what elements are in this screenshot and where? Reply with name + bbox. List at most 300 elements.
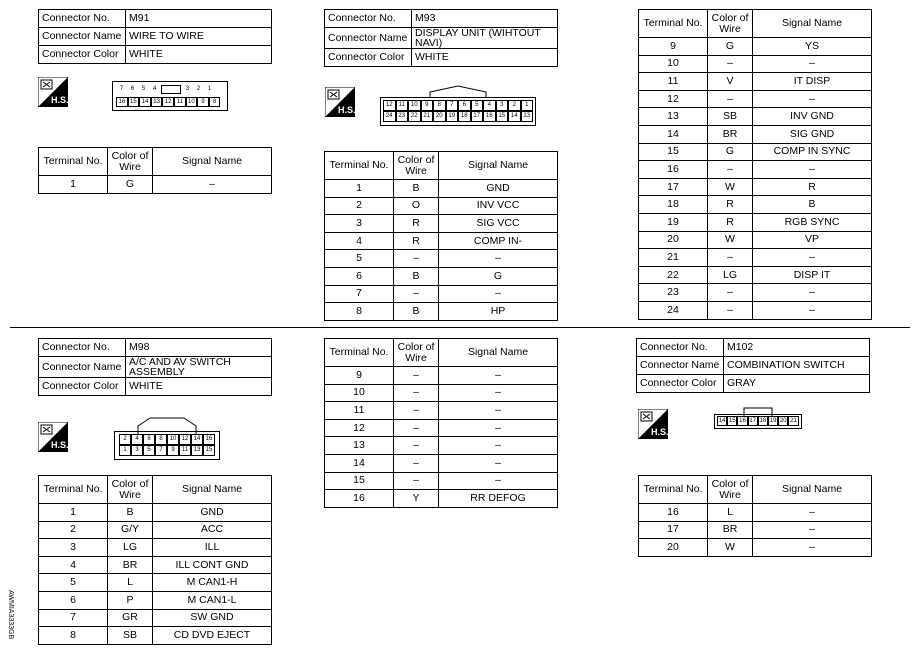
table-row xyxy=(639,108,872,126)
signal-name-cell: – xyxy=(753,55,872,73)
signal-name-cell: – xyxy=(753,539,872,557)
signal-name-cell: – xyxy=(753,161,872,179)
connector-pin: 6 xyxy=(458,100,471,111)
table-row xyxy=(639,196,872,214)
connector-pin: 17 xyxy=(749,418,757,424)
signal-name-cell: IT DISP xyxy=(753,73,872,91)
signal-name-cell: ACC xyxy=(153,521,272,539)
connector-pin: 23 xyxy=(396,111,409,122)
connector-pin: 14 xyxy=(508,111,521,122)
connector-pin xyxy=(161,85,181,94)
m93-terminal-table-a xyxy=(324,151,558,321)
table-row xyxy=(639,266,872,284)
table-row xyxy=(325,402,558,420)
terminal-no-cell: 17 xyxy=(639,178,708,196)
terminal-no-cell: 20 xyxy=(639,231,708,249)
connector-pin: 3 xyxy=(131,445,143,456)
signal-name-header: Signal Name xyxy=(439,339,558,367)
wire-color-cell: – xyxy=(394,402,439,420)
connector-pin: 3 xyxy=(496,100,509,111)
table-row xyxy=(639,284,872,302)
wire-color-cell: G/Y xyxy=(108,521,153,539)
connector-pin: 9 xyxy=(167,445,179,456)
m102-connector-info xyxy=(636,338,870,393)
m102-terminal-table xyxy=(638,475,872,557)
wire-color-cell: BR xyxy=(708,125,753,143)
terminal-no-cell: 10 xyxy=(639,55,708,73)
connector-color-label: Connector Color xyxy=(39,378,126,396)
wire-color-cell: – xyxy=(708,301,753,319)
terminal-no-header: Terminal No. xyxy=(325,152,394,180)
signal-name-cell: COMP IN SYNC xyxy=(753,143,872,161)
terminal-no-cell: 19 xyxy=(639,213,708,231)
signal-name-cell: COMP IN- xyxy=(439,232,558,250)
connector-pin: 4 xyxy=(131,434,143,445)
wire-color-cell: BR xyxy=(708,521,753,539)
table-row xyxy=(325,215,558,233)
signal-name-cell: – xyxy=(753,249,872,267)
wire-color-cell: W xyxy=(708,231,753,249)
connector-pin: 2 xyxy=(196,86,201,92)
connector-no-label: Connector No. xyxy=(325,10,412,28)
terminal-no-cell: 2 xyxy=(325,197,394,215)
connector-pin: 3 xyxy=(185,86,190,92)
table-row xyxy=(39,176,272,194)
table-row xyxy=(39,627,272,645)
color-of-wire-header: Color of Wire xyxy=(708,476,753,504)
connector-pin: 6 xyxy=(143,434,155,445)
signal-name-cell: – xyxy=(439,367,558,385)
connector-pin: 14 xyxy=(718,418,726,424)
table-row xyxy=(325,303,558,321)
m98-connector-info xyxy=(38,338,272,396)
connector-pin: 10 xyxy=(186,97,198,107)
table-row xyxy=(639,90,872,108)
connector-pin: 12 xyxy=(179,434,191,445)
color-of-wire-header: Color of Wire xyxy=(394,152,439,180)
connector-pin: 5 xyxy=(141,86,146,92)
terminal-no-cell: 1 xyxy=(39,176,108,194)
signal-name-cell: – xyxy=(439,402,558,420)
table-row xyxy=(39,504,272,522)
table-row xyxy=(639,178,872,196)
terminal-no-cell: 4 xyxy=(325,232,394,250)
table-row xyxy=(639,73,872,91)
connector-pin: 15 xyxy=(728,418,736,424)
signal-name-cell: ILL xyxy=(153,539,272,557)
wire-color-cell: Y xyxy=(394,490,439,508)
m93-connector-info xyxy=(324,9,558,67)
signal-name-cell: SIG VCC xyxy=(439,215,558,233)
wire-color-cell: GR xyxy=(108,609,153,627)
wire-color-cell: L xyxy=(108,574,153,592)
table-row xyxy=(325,472,558,490)
terminal-no-cell: 11 xyxy=(639,73,708,91)
table-row xyxy=(325,267,558,285)
connector-pin: 16 xyxy=(203,434,215,445)
hs-icon xyxy=(638,409,668,442)
signal-name-cell: RGB SYNC xyxy=(753,213,872,231)
signal-name-cell: – xyxy=(753,301,872,319)
signal-name-cell: – xyxy=(439,472,558,490)
signal-name-header: Signal Name xyxy=(439,152,558,180)
wire-color-cell: W xyxy=(708,178,753,196)
wire-color-cell: LG xyxy=(708,266,753,284)
connector-color-label: Connector Color xyxy=(325,49,412,67)
connector-pin: 9 xyxy=(197,97,209,107)
terminal-no-cell: 14 xyxy=(325,454,394,472)
table-row xyxy=(639,38,872,56)
connector-pin: 18 xyxy=(458,111,471,122)
terminal-no-cell: 8 xyxy=(325,303,394,321)
signal-name-cell: – xyxy=(753,284,872,302)
connector-pin: 8 xyxy=(209,97,221,107)
terminal-no-header: Terminal No. xyxy=(325,339,394,367)
svg-text:H.S.: H.S. xyxy=(51,95,68,105)
connector-pin: 5 xyxy=(143,445,155,456)
connector-pin: 20 xyxy=(433,111,446,122)
svg-text:H.S.: H.S. xyxy=(651,427,668,437)
terminal-no-cell: 3 xyxy=(325,215,394,233)
connector-pin: 12 xyxy=(383,100,396,111)
hs-icon xyxy=(38,422,68,455)
connector-pin: 10 xyxy=(167,434,179,445)
table-row xyxy=(639,161,872,179)
connector-no-label: Connector No. xyxy=(637,339,724,357)
connector-pin: 1 xyxy=(521,100,534,111)
section-divider xyxy=(10,327,910,328)
signal-name-cell: – xyxy=(439,419,558,437)
wire-color-cell: B xyxy=(394,303,439,321)
table-row xyxy=(639,143,872,161)
color-of-wire-header: Color of Wire xyxy=(708,10,753,38)
signal-name-cell: HP xyxy=(439,303,558,321)
connector-pin: 2 xyxy=(119,434,131,445)
connector-pin: 15 xyxy=(496,111,509,122)
connector-pin: 13 xyxy=(191,445,203,456)
connector-pin: 16 xyxy=(483,111,496,122)
signal-name-cell: – xyxy=(439,384,558,402)
terminal-no-cell: 18 xyxy=(639,196,708,214)
wire-color-cell: – xyxy=(394,250,439,268)
terminal-no-header: Terminal No. xyxy=(39,148,108,176)
wire-color-cell: R xyxy=(394,232,439,250)
connector-pin: 4 xyxy=(483,100,496,111)
terminal-no-cell: 10 xyxy=(325,384,394,402)
connector-pin: 5 xyxy=(471,100,484,111)
terminal-no-cell: 12 xyxy=(639,90,708,108)
wire-color-cell: P xyxy=(108,591,153,609)
m93-connector-face xyxy=(380,84,536,126)
terminal-no-cell: 21 xyxy=(639,249,708,267)
hs-icon xyxy=(325,87,355,120)
table-row xyxy=(325,197,558,215)
terminal-no-cell: 2 xyxy=(39,521,108,539)
connector-pin: 6 xyxy=(130,86,135,92)
m98-terminal-table-b xyxy=(324,338,558,508)
terminal-no-cell: 5 xyxy=(39,574,108,592)
connector-pin: 16 xyxy=(116,97,128,107)
connector-name-value: A/C AND AV SWITCH ASSEMBLY xyxy=(125,357,271,378)
terminal-no-cell: 15 xyxy=(639,143,708,161)
terminal-no-cell: 13 xyxy=(325,437,394,455)
connector-no-value: M102 xyxy=(724,339,870,357)
table-row xyxy=(325,250,558,268)
signal-name-cell: GND xyxy=(153,504,272,522)
table-row xyxy=(639,539,872,557)
terminal-no-cell: 22 xyxy=(639,266,708,284)
signal-name-cell: – xyxy=(439,454,558,472)
terminal-no-cell: 16 xyxy=(325,490,394,508)
connector-pin: 15 xyxy=(128,97,140,107)
table-row xyxy=(639,521,872,539)
connector-no-value: M98 xyxy=(125,339,271,357)
signal-name-cell: VP xyxy=(753,231,872,249)
color-of-wire-header: Color of Wire xyxy=(394,339,439,367)
connector-pin: 14 xyxy=(139,97,151,107)
table-row xyxy=(325,490,558,508)
connector-pin: 13 xyxy=(151,97,163,107)
connector-pin: 8 xyxy=(433,100,446,111)
wire-color-cell: – xyxy=(394,419,439,437)
svg-text:H.S.: H.S. xyxy=(51,440,68,450)
connector-pin: 17 xyxy=(471,111,484,122)
table-row xyxy=(39,591,272,609)
signal-name-header: Signal Name xyxy=(753,10,872,38)
signal-name-cell: – xyxy=(753,504,872,522)
m91-connector-face xyxy=(112,81,228,111)
wire-color-cell: – xyxy=(394,384,439,402)
terminal-no-cell: 14 xyxy=(639,125,708,143)
terminal-no-cell: 7 xyxy=(325,285,394,303)
connector-name-label: Connector Name xyxy=(637,357,724,375)
terminal-no-header: Terminal No. xyxy=(39,476,108,504)
connector-pin: 7 xyxy=(446,100,459,111)
wire-color-cell: G xyxy=(708,38,753,56)
connector-no-label: Connector No. xyxy=(39,10,126,28)
terminal-no-header: Terminal No. xyxy=(639,10,708,38)
terminal-no-cell: 4 xyxy=(39,556,108,574)
connector-pin: 12 xyxy=(162,97,174,107)
connector-pin: 13 xyxy=(521,111,534,122)
wire-color-cell: B xyxy=(394,267,439,285)
m98-terminal-table xyxy=(38,475,272,645)
connector-no-label: Connector No. xyxy=(39,339,126,357)
connector-name-label: Connector Name xyxy=(39,357,126,378)
table-row xyxy=(325,384,558,402)
wire-color-cell: SB xyxy=(108,627,153,645)
wire-color-cell: L xyxy=(708,504,753,522)
connector-pin: 21 xyxy=(421,111,434,122)
terminal-no-cell: 16 xyxy=(639,504,708,522)
connector-pin: 9 xyxy=(421,100,434,111)
connector-pin: 1 xyxy=(119,445,131,456)
m93-terminal-table-b xyxy=(638,9,872,320)
terminal-no-cell: 8 xyxy=(39,627,108,645)
terminal-no-cell: 12 xyxy=(325,419,394,437)
terminal-no-cell: 9 xyxy=(325,367,394,385)
wire-color-cell: SB xyxy=(708,108,753,126)
signal-name-cell: M CAN1-L xyxy=(153,591,272,609)
wire-color-cell: LG xyxy=(108,539,153,557)
wire-color-cell: – xyxy=(708,284,753,302)
wire-color-cell: W xyxy=(708,539,753,557)
table-row xyxy=(325,180,558,198)
signal-name-cell: – xyxy=(753,90,872,108)
table-row xyxy=(325,285,558,303)
connector-pin: 19 xyxy=(769,418,777,424)
connector-color-value: WHITE xyxy=(411,49,557,67)
terminal-no-cell: 6 xyxy=(39,591,108,609)
wire-color-cell: – xyxy=(394,454,439,472)
terminal-no-cell: 1 xyxy=(39,504,108,522)
m102-connector-face xyxy=(714,406,802,430)
terminal-no-cell: 7 xyxy=(39,609,108,627)
connector-pin: 20 xyxy=(779,418,787,424)
terminal-no-cell: 15 xyxy=(325,472,394,490)
connector-pin: 14 xyxy=(191,434,203,445)
terminal-no-cell: 13 xyxy=(639,108,708,126)
wire-color-cell: G xyxy=(708,143,753,161)
wire-color-cell: – xyxy=(708,90,753,108)
signal-name-cell: SW GND xyxy=(153,609,272,627)
terminal-no-cell: 1 xyxy=(325,180,394,198)
table-row xyxy=(325,437,558,455)
table-row xyxy=(639,504,872,522)
table-row xyxy=(39,556,272,574)
signal-name-cell: CD DVD EJECT xyxy=(153,627,272,645)
connector-pin: 7 xyxy=(119,86,124,92)
connector-pin: 2 xyxy=(508,100,521,111)
connector-color-value: GRAY xyxy=(724,375,870,393)
connector-pin: 18 xyxy=(759,418,767,424)
connector-name-label: Connector Name xyxy=(325,28,412,49)
signal-name-cell: INV VCC xyxy=(439,197,558,215)
terminal-no-cell: 20 xyxy=(639,539,708,557)
wire-color-cell: G xyxy=(108,176,153,194)
signal-name-cell: – xyxy=(753,521,872,539)
terminal-no-cell: 23 xyxy=(639,284,708,302)
signal-name-cell: DISP IT xyxy=(753,266,872,284)
connector-pin: 4 xyxy=(152,86,157,92)
wire-color-cell: – xyxy=(708,161,753,179)
signal-name-cell: GND xyxy=(439,180,558,198)
terminal-no-cell: 5 xyxy=(325,250,394,268)
table-row xyxy=(639,249,872,267)
terminal-no-cell: 9 xyxy=(639,38,708,56)
hs-icon xyxy=(38,77,68,110)
signal-name-cell: INV GND xyxy=(753,108,872,126)
connector-pin: 19 xyxy=(446,111,459,122)
wire-color-cell: – xyxy=(394,285,439,303)
svg-text:H.S.: H.S. xyxy=(338,105,355,115)
connector-pin: 16 xyxy=(739,418,746,424)
connector-pin: 22 xyxy=(408,111,421,122)
connector-pin: 11 xyxy=(174,97,186,107)
signal-name-cell: – xyxy=(439,285,558,303)
signal-name-cell: SIG GND xyxy=(753,125,872,143)
m91-connector-info xyxy=(38,9,272,64)
connector-pin: 7 xyxy=(155,445,167,456)
connector-name-value: WIRE TO WIRE xyxy=(126,28,272,46)
color-of-wire-header: Color of Wire xyxy=(108,476,153,504)
table-row xyxy=(325,232,558,250)
signal-name-cell: – xyxy=(153,176,272,194)
table-row xyxy=(325,419,558,437)
wire-color-cell: B xyxy=(108,504,153,522)
wire-color-cell: B xyxy=(394,180,439,198)
wire-color-cell: – xyxy=(394,437,439,455)
signal-name-cell: R xyxy=(753,178,872,196)
connector-no-value: M93 xyxy=(411,10,557,28)
table-row xyxy=(639,231,872,249)
table-row xyxy=(639,125,872,143)
terminal-no-header: Terminal No. xyxy=(639,476,708,504)
table-row xyxy=(639,301,872,319)
table-row xyxy=(39,539,272,557)
terminal-no-cell: 16 xyxy=(639,161,708,179)
wire-color-cell: – xyxy=(394,472,439,490)
terminal-no-cell: 24 xyxy=(639,301,708,319)
connector-name-label: Connector Name xyxy=(39,28,126,46)
signal-name-cell: RR DEFOG xyxy=(439,490,558,508)
wire-color-cell: BR xyxy=(108,556,153,574)
connector-pin: 15 xyxy=(203,445,215,456)
table-row xyxy=(325,367,558,385)
connector-pin: 8 xyxy=(155,434,167,445)
wire-color-cell: O xyxy=(394,197,439,215)
connector-pin: 11 xyxy=(179,445,191,456)
terminal-no-cell: 3 xyxy=(39,539,108,557)
wire-color-cell: R xyxy=(394,215,439,233)
connector-pin: 24 xyxy=(383,111,396,122)
wire-color-cell: – xyxy=(708,55,753,73)
connector-pin: 1 xyxy=(207,86,212,92)
signal-name-header: Signal Name xyxy=(753,476,872,504)
signal-name-header: Signal Name xyxy=(153,476,272,504)
wire-color-cell: V xyxy=(708,73,753,91)
terminal-no-cell: 11 xyxy=(325,402,394,420)
m91-terminal-table xyxy=(38,147,272,194)
connector-color-label: Connector Color xyxy=(637,375,724,393)
connector-pin: 21 xyxy=(790,418,797,424)
wire-color-cell: – xyxy=(708,249,753,267)
table-row xyxy=(325,454,558,472)
connector-no-value: M91 xyxy=(126,10,272,28)
connector-color-value: WHITE xyxy=(125,378,271,396)
signal-name-cell: ILL CONT GND xyxy=(153,556,272,574)
connector-name-value: COMBINATION SWITCH xyxy=(724,357,870,375)
signal-name-cell: YS xyxy=(753,38,872,56)
signal-name-cell: G xyxy=(439,267,558,285)
color-of-wire-header: Color of Wire xyxy=(108,148,153,176)
signal-name-header: Signal Name xyxy=(153,148,272,176)
wire-color-cell: – xyxy=(394,367,439,385)
signal-name-cell: – xyxy=(439,250,558,268)
wire-color-cell: R xyxy=(708,196,753,214)
connector-pin: 10 xyxy=(408,100,421,111)
connector-name-value: DISPLAY UNIT (WIHTOUT NAVI) xyxy=(411,28,557,49)
table-row xyxy=(639,213,872,231)
signal-name-cell: – xyxy=(439,437,558,455)
terminal-no-cell: 17 xyxy=(639,521,708,539)
signal-name-cell: B xyxy=(753,196,872,214)
terminal-no-cell: 6 xyxy=(325,267,394,285)
connector-pin: 11 xyxy=(396,100,409,111)
table-row xyxy=(39,574,272,592)
wire-color-cell: R xyxy=(708,213,753,231)
signal-name-cell: M CAN1-H xyxy=(153,574,272,592)
